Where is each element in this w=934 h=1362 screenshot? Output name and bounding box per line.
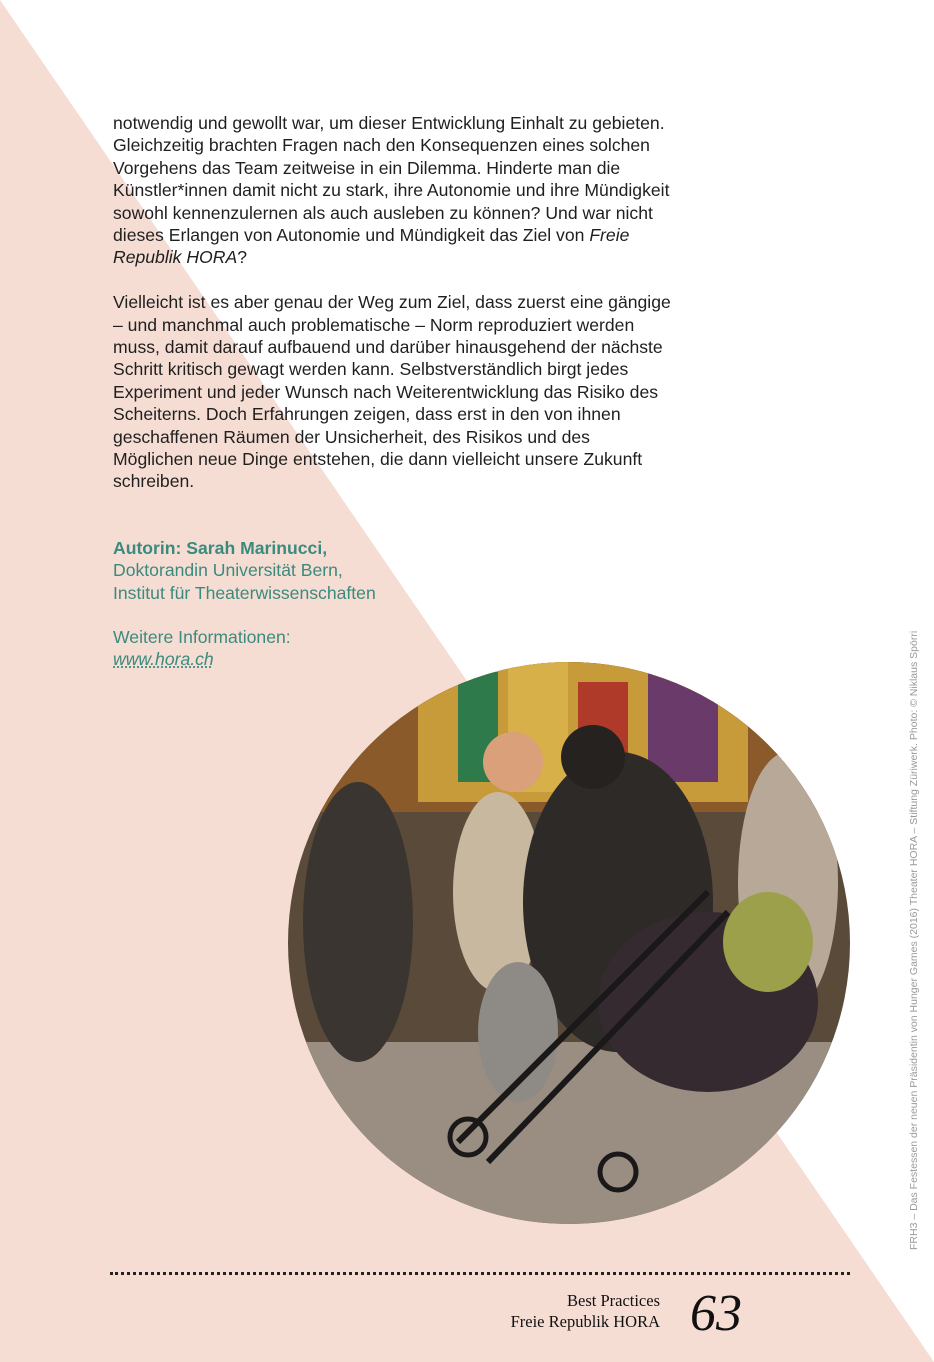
- circular-photo: [288, 662, 850, 1224]
- paragraph-1: notwendig und gewollt war, um dieser Entwicklung Einhalt zu gebieten. Gleichzeitig brachten Fragen nach den Konsequenzen eines solchen Vorgehens das Team zeitweise in ein Dilemma. Hinderte man die Künstler*innen damit nicht zu stark, ihre Autonomie und ihre Mündigkeit sowohl kennenzulernen als auch ausleben zu können? Und war nicht dieses Erlangen von Autonomie und Mündigkeit das Ziel von Freie Republik HORA?: [113, 113, 670, 268]
- article-body: [113, 112, 673, 493]
- footer-line-2: Freie Republik HORA: [510, 1312, 660, 1331]
- info-label: Weitere Informationen:: [113, 627, 291, 647]
- photo-credit: FRH3 – Das Festessen der neuen Präsidentin von Hunger Games (2016) Theater HORA – Stiftung Züriwerk. Photo: © Niklaus Spörri: [908, 630, 920, 1250]
- author-institute: Institut für Theaterwissenschaften: [113, 582, 376, 603]
- footer-title: [450, 1290, 660, 1332]
- footer-divider: [110, 1272, 850, 1275]
- author-role: Doktorandin Universität Bern,: [113, 560, 343, 581]
- footer-line-1: Best Practices: [566, 1291, 660, 1310]
- website-link[interactable]: www.hora.ch: [113, 649, 214, 670]
- page-number: 63: [690, 1285, 742, 1342]
- publication-title: Freie Republik HORA: [113, 225, 630, 268]
- author-block: [113, 537, 613, 604]
- photo-illustration: [288, 662, 850, 1224]
- author-name: Autorin: Sarah Marinucci,: [113, 538, 328, 558]
- paragraph-2: Vielleicht ist es aber genau der Weg zum Ziel, dass zuerst eine gängige – und manchmal auch problematische – Norm reproduziert werden muss, damit darauf aufbauend und darüber hinausgehend der nächste Schritt kritisch gewagt werden kann. Selbstverständlich birgt jedes Experiment und jeder Wunsch nach Weiterentwicklung das Risiko des Scheiterns. Doch Erfahrungen zeigen, dass erst in den von ihnen geschaffenen Räumen der Unsicherheit, des Risikos und des Möglichen neue Dinge entstehen, die dann vielleicht unsere Zukunft schreiben.: [113, 292, 671, 492]
